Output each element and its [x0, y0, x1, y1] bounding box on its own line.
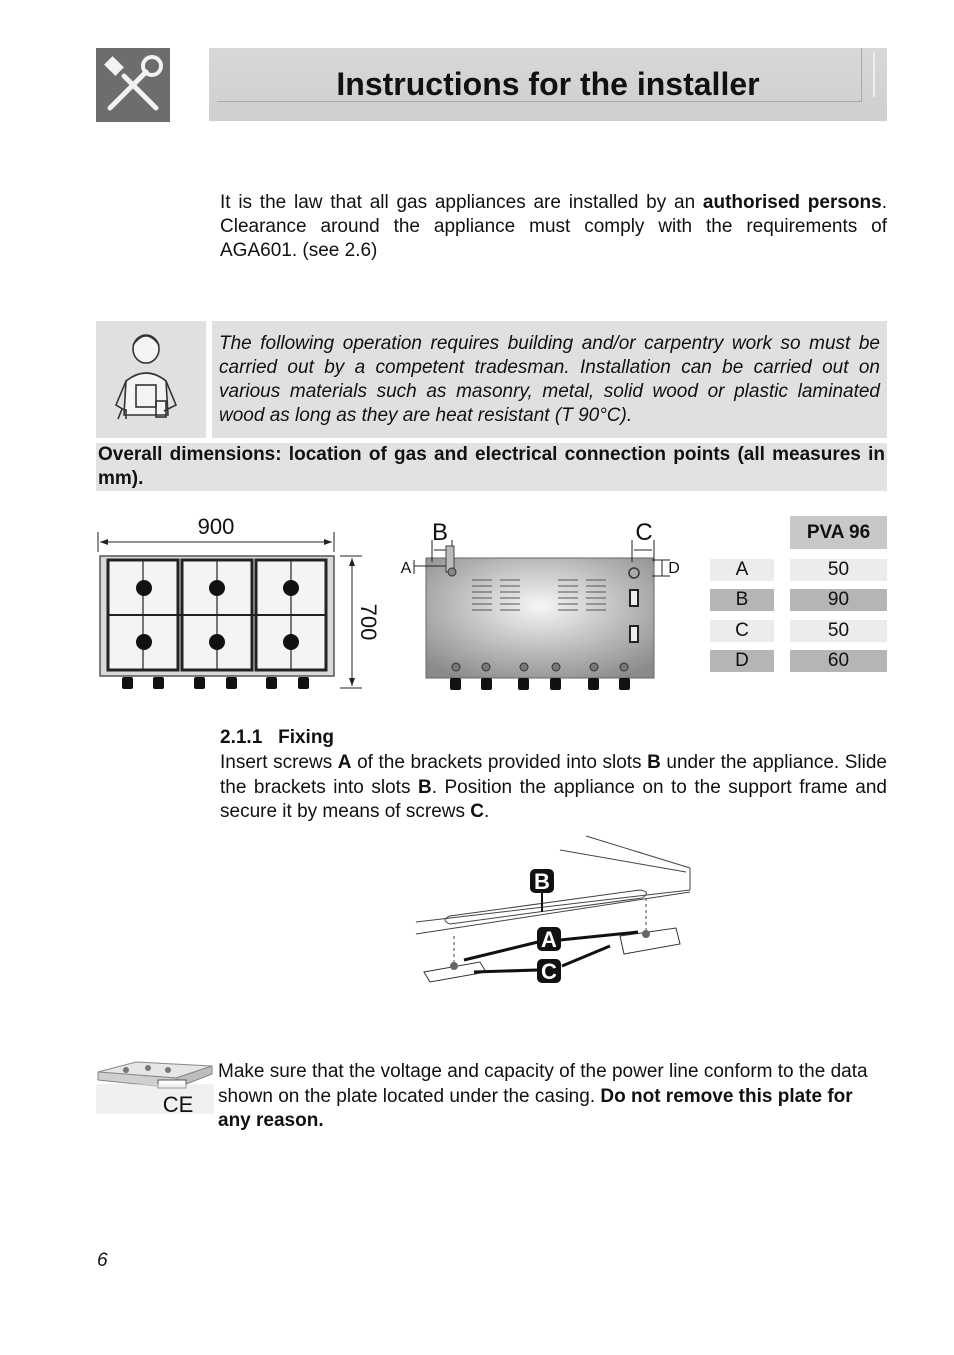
intro-text-2: . Clearance around the appliance must comply with the requirements of AGA601. (see 2.6)	[220, 192, 887, 261]
fixing-text-2: of the brackets provided into slots	[351, 752, 648, 773]
table-value-a: 50	[790, 559, 887, 581]
fixing-bold-b2: B	[417, 776, 432, 798]
label-b: B	[431, 519, 449, 546]
fixing-text-1: Insert screws	[220, 752, 338, 773]
fixing-bold-b: B	[647, 752, 661, 773]
bracket-fixing-diagram	[410, 832, 700, 1002]
table-key-a: A	[710, 559, 774, 581]
ce-plate-icon	[96, 1058, 214, 1118]
table-model-header: PVA 96	[790, 516, 887, 549]
label-c: C	[635, 519, 653, 546]
dimensions-heading-box	[96, 443, 887, 491]
intro-paragraph	[220, 191, 887, 263]
width-label: 900	[197, 514, 235, 539]
intro-text-1: It is the law that all gas appliances are installed by an	[220, 192, 703, 213]
table-value-d: 60	[790, 650, 887, 672]
fixing-text-5: .	[484, 801, 490, 822]
page-title: Instructions for the installer	[336, 66, 760, 102]
hob-top-view-diagram	[96, 510, 396, 695]
fig-label-c: C	[541, 959, 557, 984]
dimensions-heading: Overall dimensions: location of gas and electrical connection points (all measures in mm).	[98, 444, 885, 489]
table-value-b: 90	[790, 589, 887, 611]
title-bar	[209, 48, 887, 121]
warning-box	[212, 321, 887, 438]
table-key-d: D	[710, 650, 774, 672]
table-value-c: 50	[790, 620, 887, 642]
label-a: A	[400, 560, 412, 577]
power-line-bold: Do not remove this plate for any reason.	[218, 1085, 853, 1131]
warning-text: The following operation requires building and/or carpentry work so must be carried out by a competent tradesman. Installation can be carried out on various materials such as masonry, metal, solid wood or plastic laminated wood as long as they are heat resistant (T 90°C).	[219, 333, 880, 426]
fixing-paragraph	[220, 751, 887, 825]
fixing-text-3: under the appliance. Slide the brackets into slots	[220, 752, 887, 798]
power-line-text: Make sure that the voltage and capacity of the power line conform to the data shown on the plate located under the casing.	[218, 1061, 868, 1107]
fig-label-b: B	[534, 869, 550, 894]
label-d: D	[668, 560, 680, 577]
intro-bold: authorised persons	[702, 192, 882, 213]
power-line-paragraph	[218, 1060, 883, 1134]
page-number: 6	[97, 1250, 108, 1271]
fixing-text-4: . Position the appliance on to the support frame and secure it by means of screws	[220, 776, 887, 822]
fixing-bold-a: A	[337, 752, 352, 773]
table-key-b: B	[710, 589, 774, 611]
fig-label-a: A	[541, 927, 557, 952]
fixing-bold-c: C	[470, 801, 484, 822]
fixing-title: 2.1.1 Fixing	[220, 727, 335, 748]
tradesman-icon	[96, 321, 206, 438]
depth-label: 700	[356, 603, 381, 641]
wrench-screwdriver-icon	[96, 48, 170, 122]
ce-mark: CE	[162, 1092, 194, 1117]
hob-rear-view-diagram	[396, 510, 686, 695]
table-key-c: C	[710, 620, 774, 642]
